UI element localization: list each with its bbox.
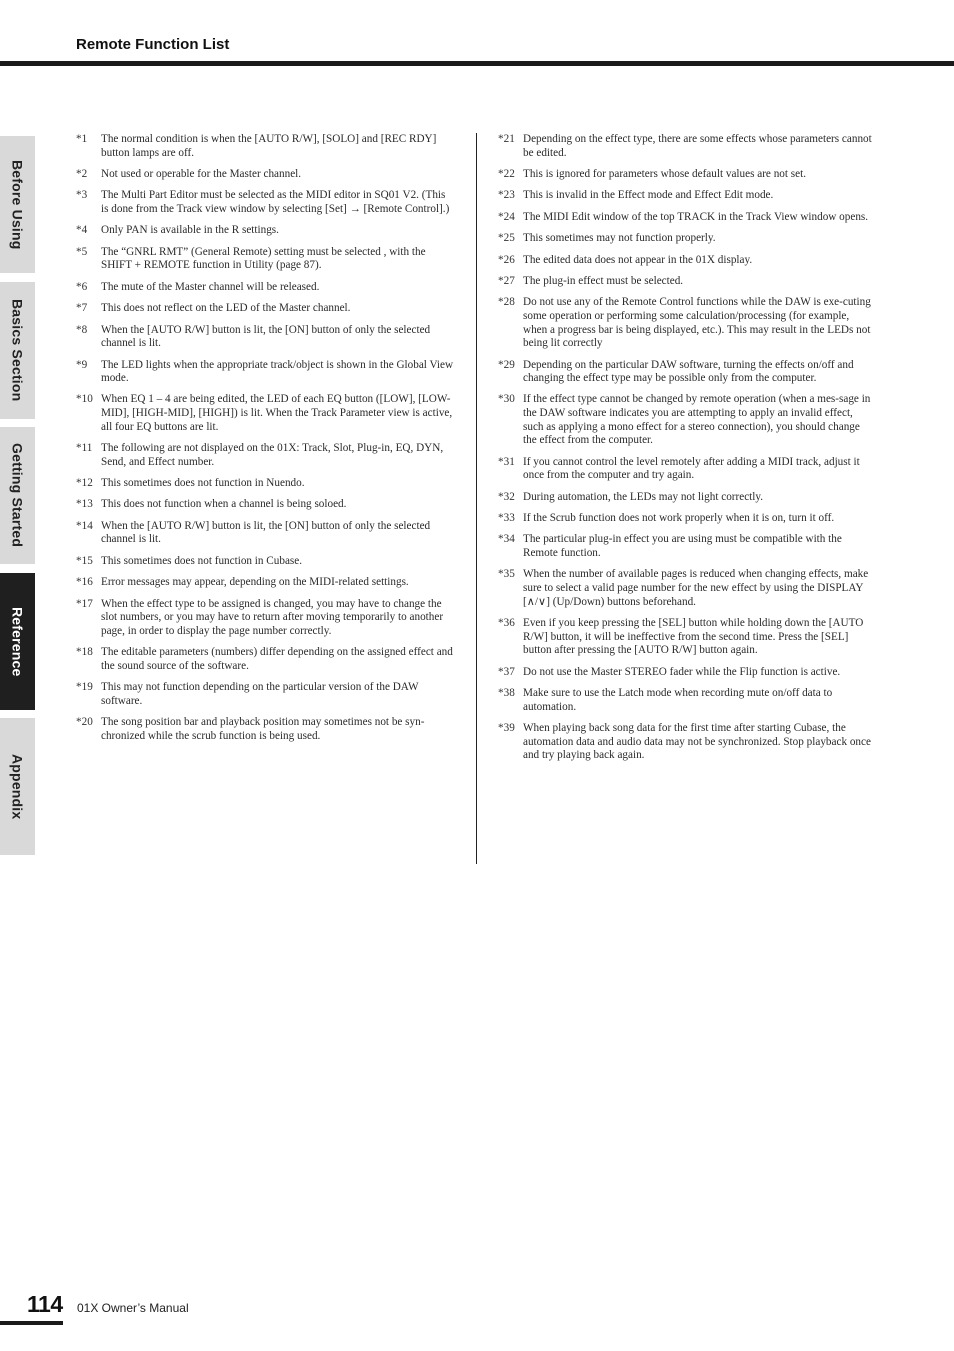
footnote-number: *20: [76, 716, 93, 729]
footnote-number: *8: [76, 323, 88, 336]
footnote-number: *14: [76, 519, 93, 532]
footnote-text: Only PAN is available in the R settings.: [101, 224, 279, 237]
footnote-number: *31: [498, 455, 515, 468]
footnote-item: [498, 512, 876, 526]
tab-basics-section[interactable]: [0, 282, 35, 419]
footnote-text: Depending on the particular DAW software, turning the effects on/off and changing the effect type may be possible only from the computer.: [523, 358, 854, 385]
tab-label: Reference: [9, 606, 26, 677]
footnote-number: *4: [76, 224, 88, 237]
manual-title: 01X Owner’s Manual: [77, 1301, 189, 1315]
footnote-number: *1: [76, 133, 88, 145]
notes-left-column: [76, 133, 454, 751]
footnote-text: This sometimes does not function in Nuendo.: [101, 477, 305, 490]
footer-rule: [0, 1321, 63, 1325]
footnote-text: If the effect type cannot be changed by remote operation (when a mes-sage in the DAW software indicates you are attempting to apply an invalid effect, such as applying a mono effect for a stereo connection), you should change the effect from the computer.: [523, 393, 871, 447]
footnote-number: *23: [498, 189, 515, 202]
footnote-number: *30: [498, 393, 515, 406]
footnote-text: Not used or operable for the Master channel.: [101, 167, 302, 180]
footnote-number: *25: [498, 232, 515, 245]
tab-reference[interactable]: [0, 573, 35, 710]
column-divider: [476, 133, 477, 864]
footnote-text: Even if you keep pressing the [SEL] button while holding down the [AUTO R/W] button, it will be ineffective from the second time. Press the [SEL] button after pressing the [AUTO R/W] button again.: [523, 616, 864, 657]
footnote-number: *38: [498, 686, 515, 699]
footnote-number: *18: [76, 646, 93, 659]
footnote-number: *28: [498, 296, 515, 309]
tab-label: Appendix: [9, 753, 26, 820]
footnote-text: Depending on the effect type, there are some effects whose parameters cannot be edited.: [523, 133, 872, 159]
footnote-item: [498, 666, 876, 680]
footnote-item: [76, 681, 454, 708]
footnote-text: When EQ 1 – 4 are being edited, the LED of each EQ button ([LOW], [LOW-MID], [HIGH-MID], [HIGH]) is lit. When the Track Parameter view is active, all four EQ buttons are lit.: [101, 393, 453, 433]
footnote-item: [76, 189, 454, 216]
footnote-number: *7: [76, 302, 88, 315]
footnote-item: [76, 498, 454, 512]
footnote-item: [498, 359, 876, 386]
footnote-text: When the effect type to be assigned is changed, you may have to change the slot numbers, or you may have to return after moving temporarily to another page, in order to display the page number correctly.: [101, 597, 444, 637]
footnote-text: This sometimes may not function properly.: [523, 232, 716, 245]
footnote-item: [76, 576, 454, 590]
footnote-item: [498, 617, 876, 658]
footnote-number: *37: [498, 665, 515, 678]
footnote-item: [76, 133, 454, 160]
footnote-item: [76, 246, 454, 273]
footnote-number: *29: [498, 358, 515, 371]
footnote-number: *35: [498, 568, 515, 581]
footnote-item: [76, 716, 454, 743]
footnote-item: [498, 133, 876, 160]
footnote-item: [76, 555, 454, 569]
footnote-text: The Multi Part Editor must be selected as the MIDI editor in SQ01 V2. (This is done from the Track view window by selecting [Set] → [Remote Control].): [101, 189, 450, 215]
footnote-number: *16: [76, 576, 93, 589]
page-number: 114: [27, 1291, 63, 1317]
footnote-text: If you cannot control the level remotely after adding a MIDI track, adjust it once from the computer and try again.: [523, 455, 860, 482]
footnote-text: During automation, the LEDs may not light correctly.: [523, 490, 764, 503]
footnote-item: [76, 324, 454, 351]
footnote-number: *32: [498, 490, 515, 503]
tab-label: Before Using: [9, 159, 26, 250]
footnote-item: [498, 168, 876, 182]
footnote-text: This is invalid in the Effect mode and Effect Edit mode.: [523, 189, 774, 202]
footnote-text: Error messages may appear, depending on the MIDI-related settings.: [101, 576, 409, 589]
footnote-number: *33: [498, 512, 515, 525]
footnote-text: The normal condition is when the [AUTO R/W], [SOLO] and [REC RDY] button lamps are off.: [101, 133, 437, 159]
footnote-item: [498, 211, 876, 225]
footnote-text: Do not use any of the Remote Control functions while the DAW is exe-cuting some operation or performing some calculation/processing (for example, when a progress bar is being displayed, etc.). This may result in the LEDs not being lit correctly: [523, 296, 871, 350]
footnote-item: [76, 520, 454, 547]
footnote-text: Do not use the Master STEREO fader while the Flip function is active.: [523, 665, 841, 678]
footnote-number: *36: [498, 616, 515, 629]
footnote-item: [76, 646, 454, 673]
footnote-number: *24: [498, 210, 515, 223]
footnote-text: This may not function depending on the particular version of the DAW software.: [101, 681, 419, 707]
footnote-text: If the Scrub function does not work properly when it is on, turn it off.: [523, 512, 835, 525]
footnote-number: *12: [76, 477, 93, 490]
footnote-text: The edited data does not appear in the 01X display.: [523, 253, 753, 266]
footnote-number: *21: [498, 133, 515, 145]
footnote-text: The LED lights when the appropriate track/object is shown in the Global View mode.: [101, 358, 454, 385]
footnote-number: *13: [76, 498, 93, 511]
footnote-number: *17: [76, 597, 93, 610]
footnote-item: [498, 722, 876, 763]
footnote-item: [498, 533, 876, 560]
footnote-item: [76, 281, 454, 295]
footnote-number: *11: [76, 442, 93, 455]
footnote-item: [498, 568, 876, 609]
footnote-text: The editable parameters (numbers) differ depending on the assigned effect and the sound source of the software.: [101, 646, 453, 672]
footnote-number: *9: [76, 358, 88, 371]
footnote-item: [76, 477, 454, 491]
footnote-text: This does not reflect on the LED of the Master channel.: [101, 302, 351, 315]
footnote-item: [76, 598, 454, 639]
footnote-number: *2: [76, 167, 88, 180]
footnote-item: [76, 359, 454, 386]
footnote-item: [76, 302, 454, 316]
footnote-text: Make sure to use the Latch mode when recording mute on/off data to automation.: [523, 686, 833, 713]
footnote-item: [76, 442, 454, 469]
footnote-number: *10: [76, 393, 93, 406]
footnote-text: The plug-in effect must be selected.: [523, 274, 684, 287]
footnote-number: *34: [498, 533, 515, 546]
footnote-text: The “GNRL RMT” (General Remote) setting must be selected , with the SHIFT + REMOTE function in Utility (page 87).: [101, 245, 426, 272]
footnote-number: *26: [498, 253, 515, 266]
footnote-item: [498, 189, 876, 203]
footnote-item: [498, 393, 876, 447]
footnote-text: The MIDI Edit window of the top TRACK in the Track View window opens.: [523, 210, 869, 223]
footnote-number: *15: [76, 554, 93, 567]
footnote-text: When the [AUTO R/W] button is lit, the [ON] button of only the selected channel is lit.: [101, 323, 431, 350]
tab-before-using[interactable]: [0, 136, 35, 273]
footnote-text: This does not function when a channel is being soloed.: [101, 498, 347, 511]
footnote-item: [76, 224, 454, 238]
footnote-item: [498, 232, 876, 246]
footnote-item: [498, 456, 876, 483]
tab-label: Basics Section: [9, 299, 26, 402]
footnote-item: [498, 296, 876, 350]
footnote-item: [498, 491, 876, 505]
footnote-number: *27: [498, 274, 515, 287]
footnote-text: The following are not displayed on the 01X: Track, Slot, Plug-in, EQ, DYN, Send, and Effect number.: [101, 442, 444, 468]
tab-getting-started[interactable]: [0, 427, 35, 564]
footnote-text: This sometimes does not function in Cubase.: [101, 554, 303, 567]
footnote-number: *19: [76, 681, 93, 694]
footnote-text: This is ignored for parameters whose default values are not set.: [523, 167, 807, 180]
footnote-number: *5: [76, 245, 88, 258]
footnote-text: When the number of available pages is reduced when changing effects, make sure to select a valid page number for the new effect by using the DISPLAY [∧/∨] (Up/Down) buttons beforehand.: [523, 568, 869, 608]
footnote-text: The particular plug-in effect you are using must be compatible with the Remote function.: [523, 533, 842, 560]
footnote-number: *22: [498, 167, 515, 180]
footnote-number: *6: [76, 280, 88, 293]
footnote-text: The mute of the Master channel will be released.: [101, 280, 320, 293]
footnote-text: When playing back song data for the first time after starting Cubase, the automation data and audio data may not be synchronized. Stop playback once and try playing back again.: [523, 721, 871, 762]
tab-label: Getting Started: [9, 443, 26, 548]
footnote-number: *3: [76, 189, 88, 202]
footnote-item: [498, 254, 876, 268]
page-header-title: Remote Function List: [76, 36, 230, 53]
footnote-item: [76, 393, 454, 434]
footnote-text: The song position bar and playback position may sometimes not be syn-chronized while the scrub function is being used.: [101, 716, 425, 742]
tab-appendix[interactable]: [0, 718, 35, 855]
footnote-number: *39: [498, 721, 515, 734]
footnote-item: [76, 168, 454, 182]
notes-right-column: [498, 133, 876, 771]
header-rule: [0, 61, 954, 66]
footnote-item: [498, 275, 876, 289]
footnote-text: When the [AUTO R/W] button is lit, the [ON] button of only the selected channel is lit.: [101, 519, 431, 546]
footnote-item: [498, 687, 876, 714]
